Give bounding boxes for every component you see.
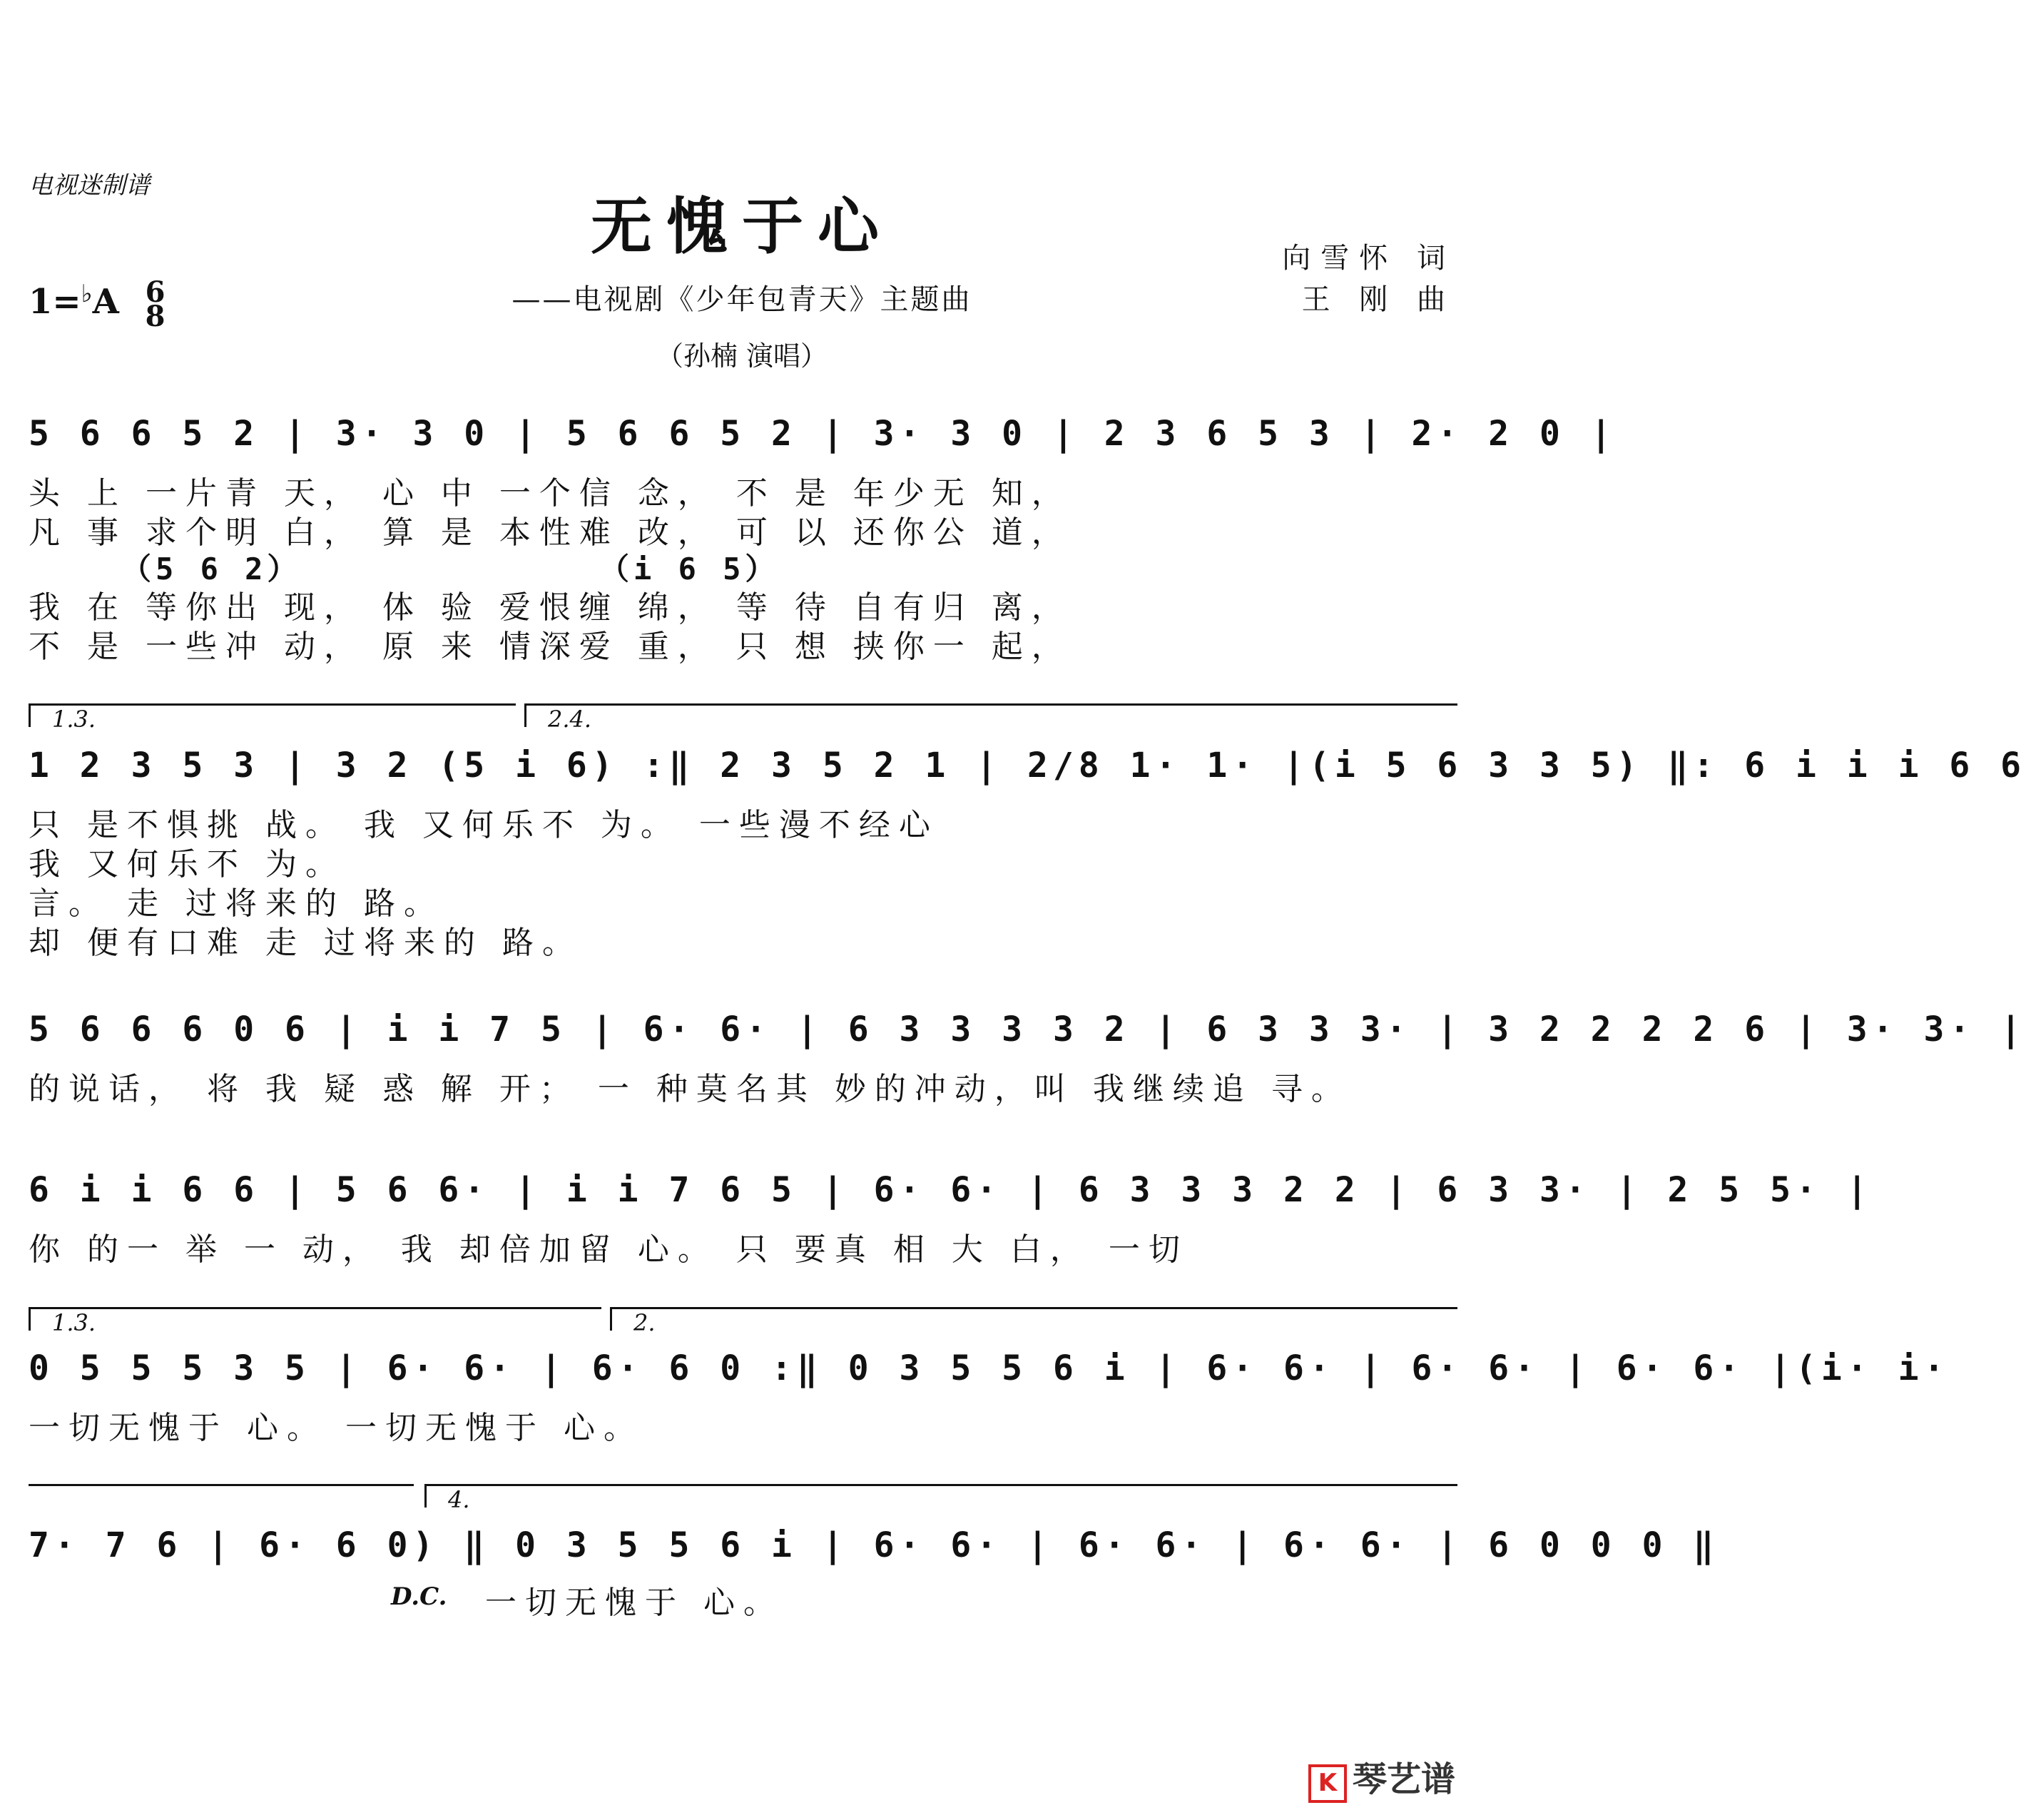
time-signature [145, 275, 166, 333]
notation-line-3: 5 6 6 6 0 6 | i i 7 5 | 6· 6· | 6 3 3 3 3 2 | 6 3 3 3· | 3 2 2 2 2 6 | 3· 3· | [29, 1010, 2026, 1049]
composer-credit: 王 刚 曲 [1301, 283, 1455, 316]
alt-notes-1: （5 6 2） [121, 551, 302, 586]
lyric-line-1-1: 头 上 一片青 天， 心 中 一个信 念， 不 是 年少无 知， [29, 475, 1071, 512]
lyric-line-3-1: 的说话， 将 我 疑 惑 解 开； 一 种莫名其 妙的冲动，叫 我继续追 寻。 [29, 1071, 1351, 1107]
song-subtitle: ——电视剧《少年包青天》主题曲 [511, 283, 972, 316]
alt-notes-2: （i 6 5） [599, 551, 780, 586]
lyric-line-2-1: 只 是不惧挑 战。 我 又何乐不 为。 一些漫不经心 [29, 807, 939, 843]
volta-1-3-b [29, 1307, 601, 1336]
key-letter: A [92, 282, 119, 322]
site-logo [1308, 1752, 1455, 1803]
notation-line-4: 6 i i 6 6 | 5 6 6· | i i 7 6 5 | 6· 6· | 6 3 3 3 2 2 | 6 3 3· | 2 5 5· | [29, 1170, 1873, 1210]
lyric-line-2-4: 却 便有口难 走 过将来的 路。 [29, 925, 582, 961]
volta-label: 2. [633, 1309, 656, 1336]
logo-icon: K [1308, 1764, 1347, 1803]
notation-line-6: 7· 7 6 | 6· 6 0) ‖ 0 3 5 5 6 i | 6· 6· | 6· 6· | 6· 6· | 6 0 0 0 ‖ [29, 1525, 1719, 1565]
volta-label: 4. [448, 1486, 470, 1513]
lyric-line-2-2: 我 又何乐不 为。 [29, 846, 345, 883]
volta-2 [610, 1307, 1457, 1336]
meter-top: 6 [145, 275, 166, 309]
lyric-line-2-3: 言。 走 过将来的 路。 [29, 885, 444, 922]
key-signature [29, 275, 166, 333]
volta-2-4 [524, 703, 1457, 733]
song-title: 无愧于心 [591, 190, 893, 263]
lyric-line-6-1: 一切无愧于 心。 [485, 1585, 783, 1621]
singer-credit: （孙楠 演唱） [656, 340, 828, 372]
lyric-line-1-2: 凡 事 求个明 白， 算 是 本性难 改， 可 以 还你公 道， [29, 514, 1071, 551]
flat-icon: ♭ [81, 280, 93, 308]
lyric-line-5-1: 一切无愧于 心。 一切无愧于 心。 [29, 1410, 643, 1446]
source-note: 电视迷制谱 [29, 171, 150, 200]
volta-label: 2.4. [548, 706, 592, 733]
volta-label: 1.3. [52, 1309, 96, 1336]
meter-bottom: 8 [145, 299, 166, 333]
volta-label: 1.3. [52, 706, 96, 733]
notation-line-5: 0 5 5 5 3 5 | 6· 6· | 6· 6 0 :‖ 0 3 5 5 6 i | 6· 6· | 6· 6· | 6· 6· |(i· i· [29, 1348, 1950, 1388]
lyricist-credit: 向雪怀 词 [1282, 242, 1455, 275]
lyric-line-4-1: 你 的一 举 一 动， 我 却倍加留 心。 只 要真 相 大 白， 一切 [29, 1231, 1188, 1268]
notation-line-2: 1 2 3 5 3 | 3 2 (5 i 6) :‖ 2 3 5 2 1 | 2/8 1· 1· |(i 5 6 3 3 5) ‖: 6 i i i 6 6 [29, 746, 2026, 786]
volta-previous [29, 1484, 414, 1508]
volta-1-3 [29, 703, 516, 733]
logo-text: 琴艺谱 [1352, 1759, 1455, 1799]
volta-4 [424, 1484, 1457, 1513]
lyric-line-1-3: 我 在 等你出 现， 体 验 爱恨缠 绵， 等 待 自有归 离， [29, 589, 1071, 626]
key-prefix: 1= [29, 282, 81, 322]
lyric-line-1-4: 不 是 一些冲 动， 原 来 情深爱 重， 只 想 挟你一 起， [29, 629, 1071, 665]
da-capo-mark: D.C. [391, 1582, 447, 1611]
notation-line-1: 5 6 6 5 2 | 3· 3 0 | 5 6 6 5 2 | 3· 3 0 | 2 3 6 5 3 | 2· 2 0 | [29, 414, 1617, 454]
